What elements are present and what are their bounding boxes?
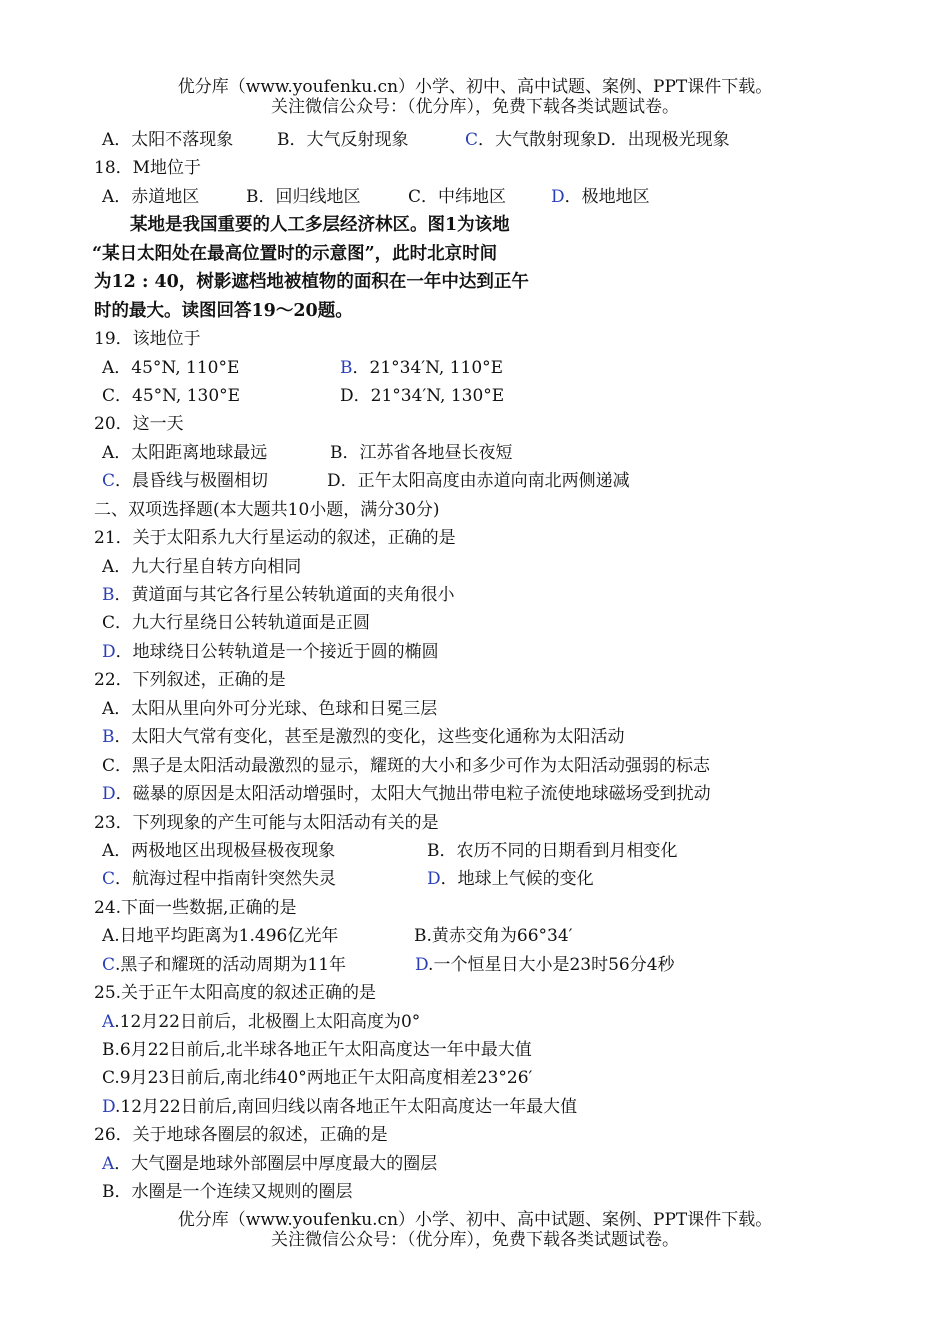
q22-option-d: ．磁暴的原因是太阳活动增强时，太阳大气抛出带电粒子流使地球磁场受到扰动 xyxy=(115,784,711,805)
q21-option-c: C．九大行星绕日公转轨道面是正圆 xyxy=(102,613,371,634)
q25-option-b: B.6月22日前后,北半球各地正午太阳高度达一年中最大值 xyxy=(102,1040,532,1060)
q26-answer-a-letter: A xyxy=(102,1153,115,1174)
q25-option-d-row xyxy=(94,1093,914,1121)
q19-option-a: A．45°N, 110°E xyxy=(102,357,240,378)
q24-answer-c-letter: C xyxy=(102,954,116,975)
q23-answer-c-letter: C xyxy=(102,869,116,890)
q23-option-c: ．航海过程中指南针突然失灵 xyxy=(115,869,337,890)
q25-option-d: .12月22日前后,南回归线以南各地正午太阳高度达一年最大值 xyxy=(115,1096,578,1117)
q24-options-row-1 xyxy=(94,922,914,950)
passage-line-4: 时的最大。读图回答19～20题。 xyxy=(94,300,353,321)
q17-option-a: A．太阳不落现象 xyxy=(102,130,234,150)
q25-option-c: C.9月23日前后,南北纬40°两地正午太阳高度相差23°26′ xyxy=(102,1068,533,1089)
q26-option-a-row xyxy=(94,1150,914,1178)
q24-option-a: A.日地平均距离为1.496亿光年 xyxy=(102,926,339,947)
q22-option-b-row xyxy=(94,723,914,751)
q18-option-b: B．回归线地区 xyxy=(246,186,361,207)
q17-option-b: B．大气反射现象 xyxy=(277,130,409,150)
q23-option-d: ．地球上气候的变化 xyxy=(440,869,594,890)
q25-option-a-row xyxy=(94,1008,914,1036)
header-line-1: 优分库（www.youfenku.cn）小学、初中、高中试题、案例、PPT课件下载。 xyxy=(177,77,773,97)
question-content xyxy=(94,126,914,1207)
q20-option-a: A．太阳距离地球最远 xyxy=(102,442,268,463)
q18-option-c: C．中纬地区 xyxy=(408,186,507,207)
footer-line-2: 关注微信公众号：（优分库），免费下载各类试题试卷。 xyxy=(271,1230,679,1250)
q24-option-d: .一个恒星日大小是23时56分4秒 xyxy=(428,954,675,975)
q19-answer-b-letter: B xyxy=(340,357,353,378)
q22-answer-b-letter: B xyxy=(102,727,115,748)
q21-answer-d-letter: D xyxy=(102,641,116,662)
q18-options xyxy=(94,183,914,211)
q25-option-a: .12月22日前后，北极圈上太阳高度为0° xyxy=(114,1011,421,1032)
q18-answer-d-letter: D xyxy=(551,186,565,207)
q21-option-d: ．地球绕日公转轨道是一个接近于圆的椭圆 xyxy=(115,641,439,662)
q24-answer-d-letter: D xyxy=(415,954,429,975)
q18-option-d: ．极地地区 xyxy=(564,186,650,207)
q20-stem: 20．这一天 xyxy=(94,414,184,435)
q24-option-c: .黑子和耀斑的活动周期为11年 xyxy=(115,954,347,975)
q25-stem: 25.关于正午太阳高度的叙述正确的是 xyxy=(94,983,377,1004)
q20-options-row-1 xyxy=(94,439,914,467)
q22-option-d-row xyxy=(94,780,914,808)
q19-option-c: C．45°N, 130°E xyxy=(102,385,241,406)
q24-stem: 24.下面一些数据,正确的是 xyxy=(94,897,297,918)
q26-option-b: B．水圈是一个连续又规则的圈层 xyxy=(102,1182,353,1203)
q19-options-row-1 xyxy=(94,354,914,382)
q24-options-row-2 xyxy=(94,951,914,979)
passage-line-1: 某地是我国重要的人工多层经济林区。图1为该地 xyxy=(130,215,510,236)
q25-answer-a-letter: A xyxy=(102,1011,115,1032)
q22-stem: 22．下列叙述，正确的是 xyxy=(94,670,286,691)
q22-option-c: C．黑子是太阳活动最激烈的显示，耀斑的大小和多少可作为太阳活动强弱的标志 xyxy=(102,755,711,776)
q22-option-b: ．太阳大气常有变化，甚至是激烈的变化，这些变化通称为太阳活动 xyxy=(114,727,625,748)
q22-option-a: A．太阳从里向外可分光球、色球和日冕三层 xyxy=(102,698,438,719)
q21-answer-b-letter: B xyxy=(102,585,115,605)
q19-options-row-2 xyxy=(94,382,914,410)
q23-stem: 23．下列现象的产生可能与太阳活动有关的是 xyxy=(94,812,439,833)
q23-options-row-1 xyxy=(94,837,914,865)
q17-options xyxy=(94,126,914,154)
q17-option-c: ．大气散射现象 xyxy=(478,130,598,150)
q20-option-d: D．正午太阳高度由赤道向南北两侧递减 xyxy=(327,471,630,492)
footer-line-1: 优分库（www.youfenku.cn）小学、初中、高中试题、案例、PPT课件下载。 xyxy=(177,1210,773,1230)
q21-option-b: ．黄道面与其它各行星公转轨道面的夹角很小 xyxy=(114,585,455,605)
q21-option-b-row xyxy=(94,581,914,609)
q17-answer-c-letter: C xyxy=(465,130,479,150)
q20-answer-c-letter: C xyxy=(102,471,116,492)
q23-options-row-2 xyxy=(94,865,914,893)
header-line-2: 关注微信公众号：（优分库），免费下载各类试题试卷。 xyxy=(271,97,679,117)
section-2-heading: 二、双项选择题(本大题共10小题，满分30分) xyxy=(94,499,440,520)
q18-option-a: A．赤道地区 xyxy=(102,186,200,207)
q25-answer-d-letter: D xyxy=(102,1096,116,1117)
q21-option-a: A．九大行星自转方向相同 xyxy=(102,556,302,577)
passage-line-3: 为12 : 40，树影遮档地被植物的面积在一年中达到正午 xyxy=(94,272,529,293)
q19-option-b: ．21°34′N, 110°E xyxy=(352,357,504,378)
q18-stem: 18．M地位于 xyxy=(94,158,202,179)
q21-stem: 21．关于太阳系九大行星运动的叙述，正确的是 xyxy=(94,528,456,549)
q26-option-a: ．大气圈是地球外部圈层中厚度最大的圈层 xyxy=(114,1153,438,1174)
q21-option-d-row xyxy=(94,638,914,666)
q23-answer-d-letter: D xyxy=(427,869,441,890)
q19-option-d: D．21°34′N, 130°E xyxy=(340,385,505,406)
q20-option-c: ．晨昏线与极圈相切 xyxy=(115,471,269,492)
q26-stem: 26．关于地球各圈层的叙述，正确的是 xyxy=(94,1125,388,1146)
q20-option-b: B．江苏省各地昼长夜短 xyxy=(330,442,513,463)
passage-line-2: “某日太阳处在最高位置时的示意图”，此时北京时间 xyxy=(92,243,498,264)
q20-options-row-2 xyxy=(94,467,914,495)
q19-stem: 19．该地位于 xyxy=(94,329,201,350)
q23-option-a: A．两极地区出现极昼极夜现象 xyxy=(102,840,336,861)
q17-option-d: D．出现极光现象 xyxy=(597,130,730,150)
page-footer xyxy=(0,1210,950,1250)
q23-option-b: B．农历不同的日期看到月相变化 xyxy=(427,840,678,861)
q24-option-b: B.黄赤交角为66°34′ xyxy=(414,926,573,947)
page-header xyxy=(0,77,950,117)
q22-answer-d-letter: D xyxy=(102,784,116,805)
